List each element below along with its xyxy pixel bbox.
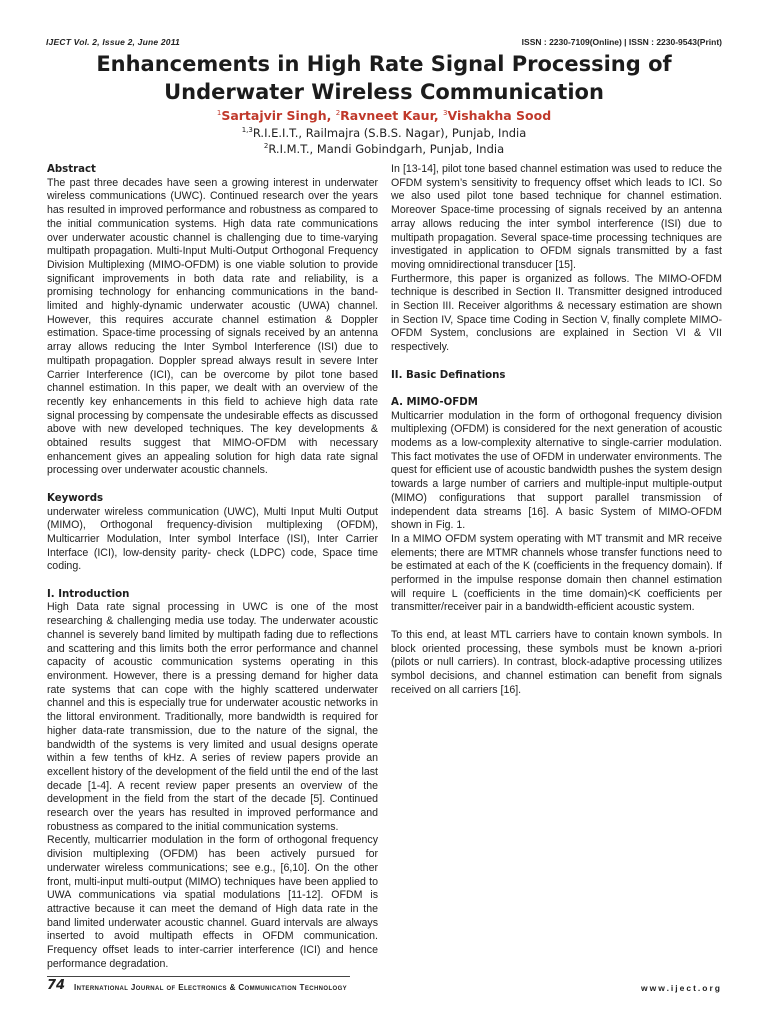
- abstract-heading: Abstract: [47, 164, 96, 175]
- author-sup: 3: [443, 108, 448, 117]
- body-paragraph: In a MIMO OFDM system operating with MT transmit and MR receive elements; there are MTMR channels whose transfer functions need to be estimated at each of the K (coefficients in the frequency domain). If performed in the impulse response domain then channel estimation will require L (coefficients in the time domain)<K coefficients per transmitter/receiver pair in a bandwidth-efficient acoustic system.: [391, 532, 722, 614]
- author-name: Ravneet Kaur,: [340, 108, 439, 123]
- footer-url: www.iject.org: [641, 983, 722, 993]
- affiliation-text: R.I.M.T., Mandi Gobindgarh, Punjab, India: [268, 142, 505, 156]
- journal-header: IJECT Vol. 2, Issue 2, June 2011: [46, 37, 180, 47]
- body-paragraph: Multicarrier modulation in the form of orthogonal frequency division multiplexing (OFDM) is considered for the next generation of acoustic modems as a low-complexity alternative to single-carrier modulation. This fact motivates the use of OFDM in underwater environments. The quest for efficient use of acoustic bandwidth pushes the system design towards a large number of carriers and multiple-input multiple-output (MIMO) configurations that support parallel transmission of independent data streams [16]. A basic System of MIMO-OFDM shown in Fig. 1.: [391, 409, 722, 532]
- author-list: [40, 108, 728, 123]
- footer-journal-name: International Journal of Electronics & Communication Technology: [74, 983, 348, 992]
- title-line-1: Enhancements in High Rate Signal Processing of: [96, 52, 672, 76]
- author-sup: 2: [335, 108, 341, 117]
- affiliation: [40, 126, 728, 140]
- introduction-paragraph: Furthermore, this paper is organized as follows. The MIMO-OFDM technique is described in Section II. Transmitter designed introduced in Section III. Receiver algorithms & necessary estimation are shown in Section IV, Space time Coding in Section V, finally complete MIMO-OFDM System, conclusions are explained in Section VI & VII respectively.: [391, 272, 722, 354]
- author-name: Sartajvir Singh,: [221, 108, 332, 123]
- introduction-paragraph: Recently, multicarrier modulation in the form of orthogonal frequency division multiplexing (OFDM) has been actively pursued for underwater wireless communications; see e.g., [6,10]. On the other front, multi-input multi-output (MIMO) techniques have been applied to UWA communications via spatial modulations [11-12]. OFDM is attractive because it can meet the demand of High data rate in the band limited underwater acoustic channel. Guard intervals are always inserted to avoid multipath effects in OFDM communication. Frequency offset leads to inter-carrier interference (ICI) and hence performance degradation.: [47, 834, 378, 970]
- abstract-text: The past three decades have seen a growing interest in underwater wireless communications (UWC). Continued research over the years has resulted in improved performance and robustness as compared to the initial communication systems. High data rate communications over underwater acoustic channel is challenging due to time-varying multipath propagation. Multi-Input Multi-Output Orthogonal Frequency Division Multiplexing (MIMO-OFDM) is one viable solution to provide significant improvements in both data rate and reliability, is a promising technology for enhancing communications in the band-limited and highly-dynamic underwater acoustic (UWA) channel. However, this requires accurate channel estimation & Doppler estimation. Space-time processing of signals received by an antenna array allows reducing the Inter Symbol Interference (ISI) due to multipath propagation. Doppler spread always result in severe Inter Carrier Interference (ICI), can be overcome by pilot tone based channel estimation. In this paper, we dealt with an overview of the recently key enhancements in this field to achieve high data rate signal processing by compensate the undesirable effects as discussed above with new developed techniques. The key developments & obtained results suggest that MIMO-OFDM with necessary enhancement gives an appealing solution for high data rate signal processing over underwater acoustic channels.: [47, 176, 378, 477]
- keywords-text: underwater wireless communication (UWC), Multi Input Multi Output (MIMO), Orthogonal frequency-division multiplexing (OFDM), Multicarrier Modulation, Inter symbol Interface (ISI), Inter Carrier Interface (ICI), low-density parity- check (LDPC) code, Space time coding.: [47, 505, 378, 573]
- title-line-2: Underwater Wireless Communication: [164, 80, 604, 104]
- keywords-heading: Keywords: [47, 492, 104, 504]
- author-sup: 1: [216, 108, 222, 117]
- issn-header: ISSN : 2230-7109(Online) | ISSN : 2230-9543(Print): [521, 37, 722, 47]
- page-number: 74: [47, 978, 66, 993]
- left-column: [47, 163, 378, 971]
- introduction-paragraph: High Data rate signal processing in UWC is one of the most researching & challenging media use today. The underwater acoustic channel is severely band limited by multipath fading due to reflections and scattering and this limits both the error performance and channel capacity of acoustic communication systems operating in this environment. However, there is a pressing demand for higher data rate systems that can cope with the highly scattered underwater channel and this is especially true for underwater acoustic networks in the littoral environment. Traditionally, more bandwidth is required for higher data-rate transmission, due to the nature of the signal, the bandwidth of the systems is very limited and usual designs operate within a few tenths of kHz. A series of review papers provide an excellent history of the development of the field until the end of the last decade [1-4]. A recent review paper presents an overview of the development in the field from the start of the decade [5]. Continued research over the years has resulted in improved performance and robustness as compared to the initial communication systems.: [47, 601, 378, 833]
- affiliation-sup: 1,3: [241, 126, 253, 135]
- introduction-heading: I. Introduction: [47, 588, 130, 600]
- mimo-ofdm-heading: A. MIMO-OFDM: [391, 396, 478, 408]
- affiliation: [40, 142, 728, 156]
- right-column: [391, 163, 722, 697]
- affiliation-text: R.I.E.I.T., Railmajra (S.B.S. Nagar), Punjab, India: [252, 126, 527, 140]
- basic-definitions-heading: II. Basic Definations: [391, 369, 506, 381]
- affiliation-sup: 2: [263, 142, 269, 151]
- footer-divider: [47, 976, 350, 977]
- paper-title: [40, 50, 728, 106]
- body-paragraph: To this end, at least MTL carriers have to contain known symbols. In block oriented processing, these symbols must be known a-priori (pilots or null carriers). In contrast, block-adaptive processing utilizes symbol decisions, and channel estimation can benefit from signals received on all carriers [16].: [391, 628, 722, 696]
- author-name: Vishakha Sood: [447, 108, 552, 123]
- introduction-paragraph: In [13-14], pilot tone based channel estimation was used to reduce the OFDM system’s sensitivity to frequency offset which leads to ICI. So we also used pilot tone based technique for channel estimation. Moreover Space-time processing of signals received by an antenna array allows reducing the inter symbol interference (ISI) due to multipath propagation. Several space-time processing techniques are investigated in application to OFDM signals transmitted by a fast moving omnidirectional transducer [15].: [391, 163, 722, 271]
